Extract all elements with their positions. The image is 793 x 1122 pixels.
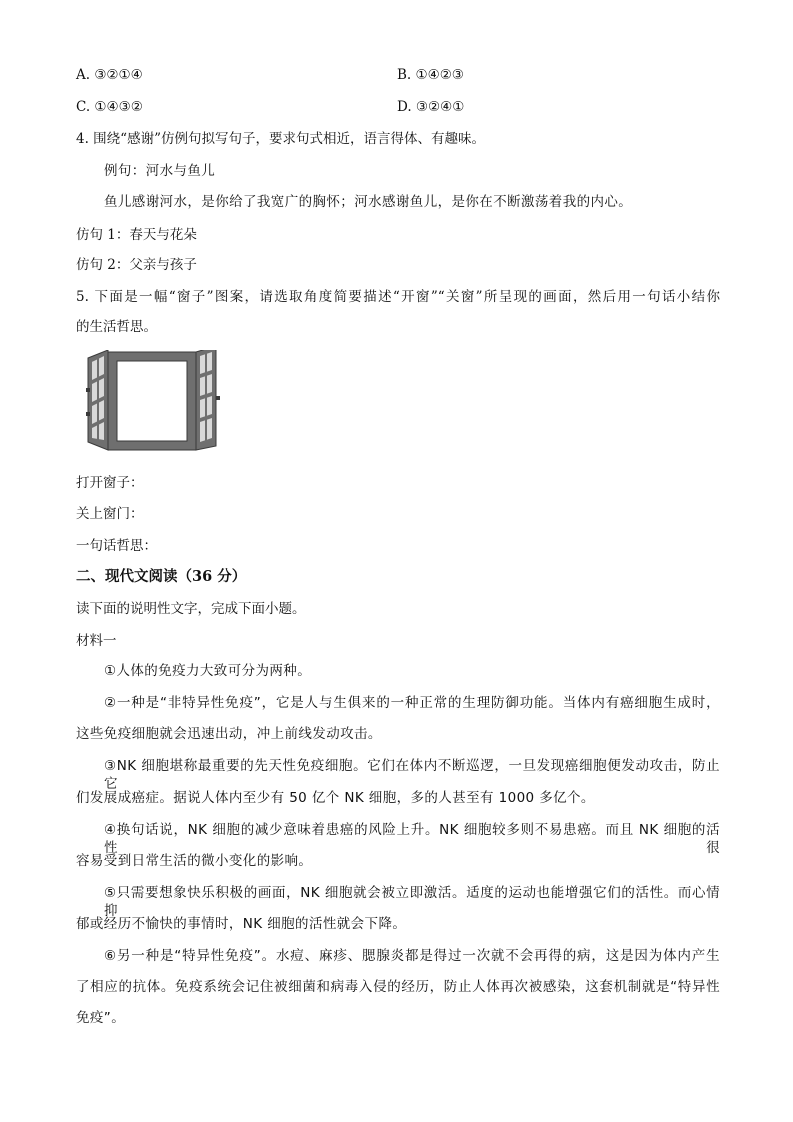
left-shutter <box>86 350 108 450</box>
paragraph-2-line1: ②一种是“非特异性免疫”，它是人与生俱来的一种正常的生理防御功能。当体内有癌细胞生成时， <box>104 695 720 711</box>
q5-philosophy: 一句话哲思： <box>76 538 157 554</box>
section2-instruction: 读下面的说明性文字，完成下面小题。 <box>76 601 306 617</box>
paragraph-5-line1: ⑤只需要想象快乐积极的画面，NK 细胞就会被立即激活。适度的运动也能增强它们的活性。而心情抑 <box>104 885 720 919</box>
paragraph-6-line2: 了相应的抗体。免疫系统会记住被细菌和病毒入侵的经历，防止人体再次被感染，这套机制就是“特异性 <box>76 979 720 995</box>
q3-option-b: B. ①④②③ <box>397 67 464 83</box>
paragraph-3-line2: 们发展成癌症。据说人体内至少有 50 亿个 NK 细胞，多的人甚至有 1000 多亿个。 <box>76 790 595 806</box>
right-shutter <box>196 350 220 450</box>
q3-option-a: A. ③②①④ <box>76 67 143 83</box>
q4-example-text: 鱼儿感谢河水，是你给了我宽广的胸怀；河水感谢鱼儿，是你在不断激荡着我的内心。 <box>104 194 633 210</box>
q3-option-c: C. ①④③② <box>76 99 143 115</box>
paragraph-6-line3: 免疫”。 <box>76 1010 126 1026</box>
open-window-illustration <box>86 350 220 454</box>
section2-heading: 二、现代文阅读（36 分） <box>76 568 247 585</box>
q4-example-title: 例句：河水与鱼儿 <box>104 163 216 179</box>
q5-close-window: 关上窗门： <box>76 506 144 522</box>
q5-prompt-line2: 的生活哲思。 <box>76 319 157 335</box>
q4-imitation-1: 仿句 1：春天与花朵 <box>76 227 197 243</box>
q4-imitation-2: 仿句 2：父亲与孩子 <box>76 257 197 273</box>
paragraph-3-line1: ③NK 细胞堪称最重要的先天性免疫细胞。它们在体内不断巡逻，一旦发现癌细胞便发动攻击，防止它 <box>104 758 720 792</box>
paragraph-4-line1: ④换句话说，NK 细胞的减少意味着患癌的风险上升。NK 细胞较多则不易患癌。而且 NK 细胞的活性很 <box>104 822 720 856</box>
q3-option-d: D. ③②④① <box>397 99 465 115</box>
q4-prompt: 4. 围绕“感谢”仿例句拟写句子，要求句式相近，语言得体、有趣味。 <box>76 131 485 147</box>
window-frame <box>108 352 196 450</box>
paragraph-2-line2: 这些免疫细胞就会迅速出动，冲上前线发动攻击。 <box>76 726 382 742</box>
q5-open-window: 打开窗子： <box>76 475 144 491</box>
paragraph-1: ①人体的免疫力大致可分为两种。 <box>104 663 312 679</box>
q5-prompt-line1: 5. 下面是一幅“窗子”图案，请选取角度简要描述“开窗”“关窗”所呈现的画面，然后用一句话小结你 <box>76 289 720 305</box>
paragraph-5-line2: 郁或经历不愉快的事情时，NK 细胞的活性就会下降。 <box>76 916 407 932</box>
paragraph-6-line1: ⑥另一种是“特异性免疫”。水痘、麻疹、腮腺炎都是得过一次就不会再得的病，这是因为体内产生 <box>104 948 720 964</box>
paragraph-4-line2: 容易受到日常生活的微小变化的影响。 <box>76 853 313 869</box>
material-label: 材料一 <box>76 633 117 649</box>
